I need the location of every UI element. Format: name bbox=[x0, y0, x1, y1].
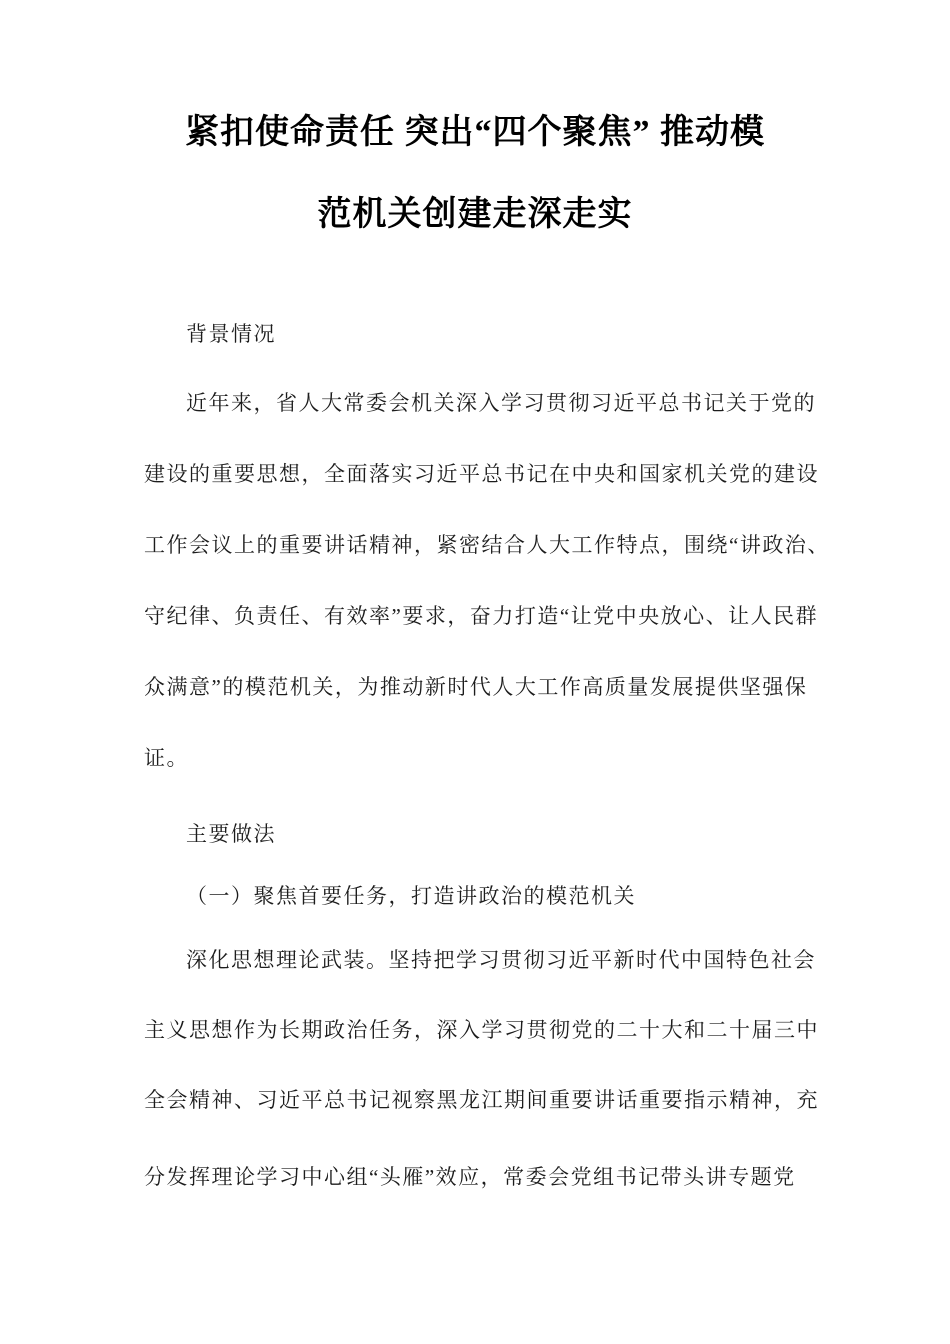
body-line: 分发挥理论学习中心组“头雁”效应，常委会党组书记带头讲专题党 bbox=[144, 1165, 796, 1189]
body-line: 近年来，省人大常委会机关深入学习贯彻习近平总书记关于党的 bbox=[186, 391, 816, 415]
body-line-subheading-one: （一）聚焦首要任务，打造讲政治的模范机关 bbox=[186, 884, 636, 908]
body-line: 众满意”的模范机关，为推动新时代人大工作高质量发展提供坚强保 bbox=[144, 675, 808, 699]
body-line: 工作会议上的重要讲话精神，紧密结合人大工作特点，围绕“讲政治、 bbox=[144, 533, 830, 557]
body-line: 主义思想作为长期政治任务，深入学习贯彻党的二十大和二十届三中 bbox=[144, 1018, 819, 1042]
body-line: 全会精神、习近平总书记视察黑龙江期间重要讲话重要指示精神，充 bbox=[144, 1088, 819, 1112]
document-title-line-2: 范机关创建走深走实 bbox=[317, 196, 633, 233]
body-line-heading-background: 背景情况 bbox=[186, 322, 276, 346]
body-line: 证。 bbox=[144, 746, 189, 770]
body-line: 守纪律、负责任、有效率”要求，奋力打造“让党中央放心、让人民群 bbox=[144, 604, 819, 628]
body-line: 建设的重要思想，全面落实习近平总书记在中央和国家机关党的建设 bbox=[144, 462, 819, 486]
body-line: 深化思想理论武装。坚持把学习贯彻习近平新时代中国特色社会 bbox=[186, 948, 816, 972]
document-title-line-1: 紧扣使命责任 突出“四个聚焦” 推动模 bbox=[185, 114, 765, 151]
body-line-heading-main-practices: 主要做法 bbox=[186, 822, 276, 846]
